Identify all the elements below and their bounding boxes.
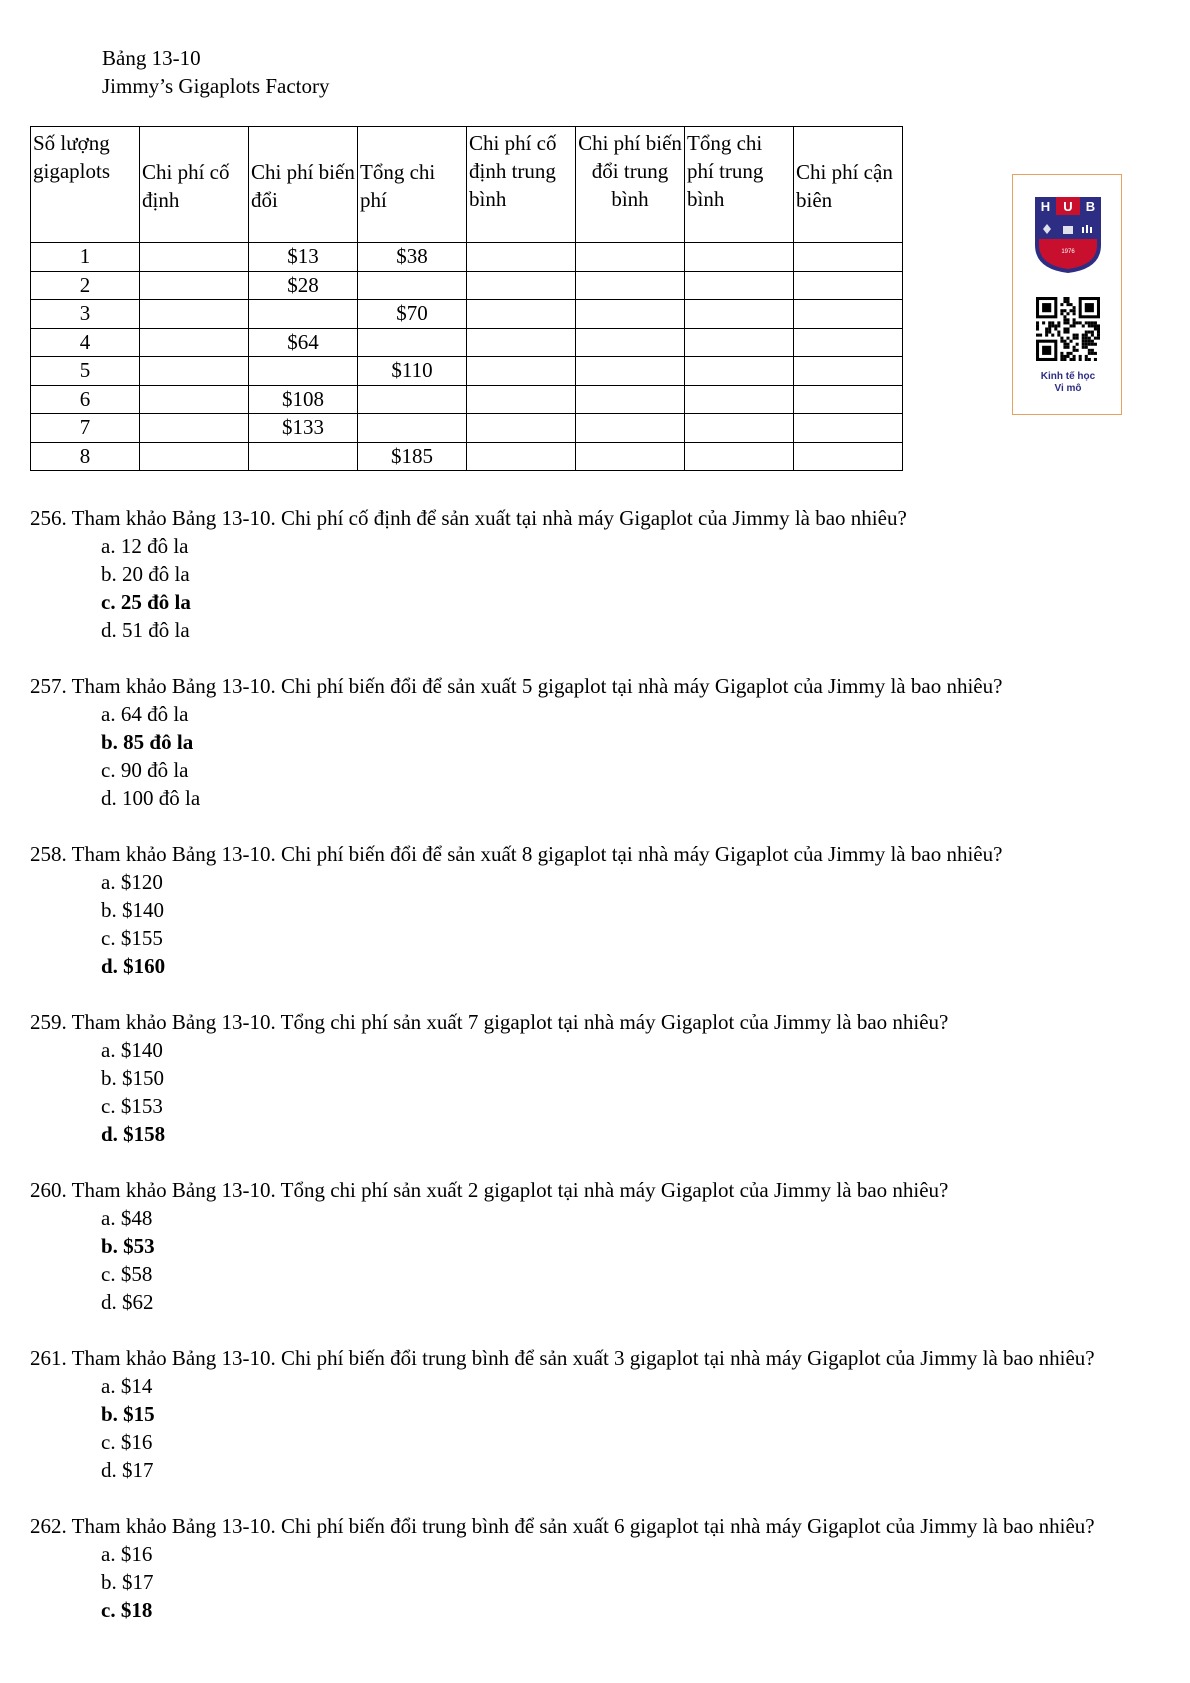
table-cell (467, 243, 576, 272)
answer-option: a. $140 (101, 1038, 163, 1062)
table-row (31, 442, 903, 471)
table-cell (794, 357, 903, 386)
answer-option: c. $58 (101, 1262, 153, 1286)
table-cell (467, 328, 576, 357)
table-cell: $13 (249, 243, 358, 272)
answer-option: d. $17 (101, 1458, 154, 1482)
table-cell (685, 385, 794, 414)
table-cell (576, 414, 685, 443)
answer-option: b. $150 (101, 1066, 164, 1090)
question-list (30, 504, 1180, 1652)
answer-option: d. 51 đô la (101, 618, 190, 642)
question-text: 259. Tham khảo Bảng 13-10. Tổng chi phí sản xuất 7 gigaplot tại nhà máy Gigaplot của Jimmy là bao nhiêu? (30, 1010, 949, 1034)
hub-shield-icon (1033, 195, 1103, 275)
answer-option: c. 90 đô la (101, 758, 189, 782)
table-cell: 6 (31, 385, 140, 414)
table-cell: $133 (249, 414, 358, 443)
answer-option: d. $62 (101, 1290, 154, 1314)
answer-option-correct: b. $15 (101, 1402, 155, 1426)
question-text: 256. Tham khảo Bảng 13-10. Chi phí cố định để sản xuất tại nhà máy Gigaplot của Jimmy là bao nhiêu? (30, 506, 907, 530)
table-cell (576, 243, 685, 272)
question-text: 257. Tham khảo Bảng 13-10. Chi phí biến đổi để sản xuất 5 gigaplot tại nhà máy Gigaplot của Jimmy là bao nhiêu? (30, 674, 1003, 698)
question-block (30, 504, 1180, 644)
answer-option: a. $48 (101, 1206, 153, 1230)
table-cell (685, 243, 794, 272)
table-cell (576, 442, 685, 471)
column-header: Chi phí cố định (140, 127, 249, 243)
question-block (30, 1008, 1180, 1148)
table-cell (358, 328, 467, 357)
answer-option-correct: d. $158 (101, 1122, 166, 1146)
table-cell (467, 300, 576, 329)
logo-letter: U (1063, 199, 1073, 214)
question-text: 260. Tham khảo Bảng 13-10. Tổng chi phí sản xuất 2 gigaplot tại nhà máy Gigaplot của Jimmy là bao nhiêu? (30, 1178, 949, 1202)
table-row (31, 328, 903, 357)
answer-option: a. $16 (101, 1542, 153, 1566)
question-block (30, 1512, 1180, 1624)
table-cell (140, 357, 249, 386)
table-title: Jimmy’s Gigaplots Factory (102, 74, 330, 98)
table-row (31, 243, 903, 272)
table-cell: $70 (358, 300, 467, 329)
table-cell: 2 (31, 271, 140, 300)
table-cell (467, 442, 576, 471)
table-cell: $28 (249, 271, 358, 300)
table-cell: 1 (31, 243, 140, 272)
table-cell (140, 271, 249, 300)
column-header: Số lượng gigaplots (31, 127, 140, 243)
table-label: Bảng 13-10 (102, 46, 201, 70)
answer-option: a. $120 (101, 870, 163, 894)
answer-option: a. $14 (101, 1374, 153, 1398)
table-cell (794, 271, 903, 300)
question-text: 258. Tham khảo Bảng 13-10. Chi phí biến đổi để sản xuất 8 gigaplot tại nhà máy Gigaplot của Jimmy là bao nhiêu? (30, 842, 1003, 866)
table-cell (685, 300, 794, 329)
table-cell (249, 357, 358, 386)
answer-option-correct: b. 85 đô la (101, 730, 194, 754)
table-cell: $110 (358, 357, 467, 386)
table-cell (140, 442, 249, 471)
table-body (31, 243, 903, 471)
table-cell: 3 (31, 300, 140, 329)
answer-option: b. $17 (101, 1570, 154, 1594)
table-cell (358, 271, 467, 300)
table-cell (467, 357, 576, 386)
question-text: 261. Tham khảo Bảng 13-10. Chi phí biến đổi trung bình để sản xuất 3 gigaplot tại nhà máy Gigaplot của Jimmy là bao nhiêu? (30, 1346, 1095, 1370)
document-header (102, 44, 330, 100)
table-cell (794, 328, 903, 357)
question-block (30, 840, 1180, 980)
answer-option-correct: b. $53 (101, 1234, 155, 1258)
table-cell (794, 385, 903, 414)
table-cell (576, 300, 685, 329)
qr-code-icon (1036, 297, 1100, 361)
table-cell (576, 357, 685, 386)
table-cell (685, 442, 794, 471)
answer-option: a. 64 đô la (101, 702, 189, 726)
answer-option-correct: c. 25 đô la (101, 590, 191, 614)
table-cell (685, 357, 794, 386)
column-header: Chi phí biến đổi (249, 127, 358, 243)
table-cell: 8 (31, 442, 140, 471)
table-cell (467, 271, 576, 300)
table-cell: $64 (249, 328, 358, 357)
table-cell (576, 385, 685, 414)
table-cell: $185 (358, 442, 467, 471)
logo-letter: H (1040, 199, 1051, 214)
table-row (31, 385, 903, 414)
logo-caption-line2: Vi mô (1054, 383, 1082, 394)
table-cell: 5 (31, 357, 140, 386)
answer-option-correct: c. $18 (101, 1598, 153, 1622)
table-cell (249, 442, 358, 471)
answer-option: c. $153 (101, 1094, 163, 1118)
table-cell (467, 385, 576, 414)
table-cell: 7 (31, 414, 140, 443)
question-text: 262. Tham khảo Bảng 13-10. Chi phí biến đổi trung bình để sản xuất 6 gigaplot tại nhà máy Gigaplot của Jimmy là bao nhiêu? (30, 1514, 1095, 1538)
cost-table (30, 126, 903, 471)
column-header: Tổng chi phí trung bình (685, 127, 794, 243)
course-logo (1012, 174, 1122, 415)
column-header: Chi phí cận biên (794, 127, 903, 243)
table-cell (140, 300, 249, 329)
table-row (31, 414, 903, 443)
question-block (30, 1176, 1180, 1316)
table-row (31, 357, 903, 386)
table-cell (358, 414, 467, 443)
table-cell (794, 442, 903, 471)
table-cell (249, 300, 358, 329)
column-header: Tổng chi phí (358, 127, 467, 243)
column-header: Chi phí biến đổi trung bình (576, 127, 685, 243)
question-block (30, 1344, 1180, 1484)
question-block (30, 672, 1180, 812)
answer-option: b. $140 (101, 898, 164, 922)
table-cell (358, 385, 467, 414)
table-cell (685, 414, 794, 443)
table-row (31, 271, 903, 300)
answer-option-correct: d. $160 (101, 954, 166, 978)
table-cell (685, 328, 794, 357)
table-cell (794, 243, 903, 272)
table-cell: 4 (31, 328, 140, 357)
table-cell (140, 243, 249, 272)
table-cell (467, 414, 576, 443)
table-cell (140, 414, 249, 443)
table-cell (685, 271, 794, 300)
answer-option: c. $16 (101, 1430, 153, 1454)
table-cell (576, 328, 685, 357)
table-cell (576, 271, 685, 300)
table-header-row (31, 127, 903, 243)
table-cell (794, 414, 903, 443)
logo-year: 1976 (1061, 249, 1075, 255)
table-row (31, 300, 903, 329)
answer-option: a. 12 đô la (101, 534, 189, 558)
answer-option: c. $155 (101, 926, 163, 950)
answer-option: b. 20 đô la (101, 562, 190, 586)
table-cell (140, 385, 249, 414)
logo-letter: B (1085, 199, 1096, 214)
answer-option: d. 100 đô la (101, 786, 201, 810)
table-cell: $108 (249, 385, 358, 414)
table-cell: $38 (358, 243, 467, 272)
table-cell (140, 328, 249, 357)
column-header: Chi phí cố định trung bình (467, 127, 576, 243)
logo-caption-line1: Kinh tế học (1040, 371, 1096, 382)
table-cell (794, 300, 903, 329)
